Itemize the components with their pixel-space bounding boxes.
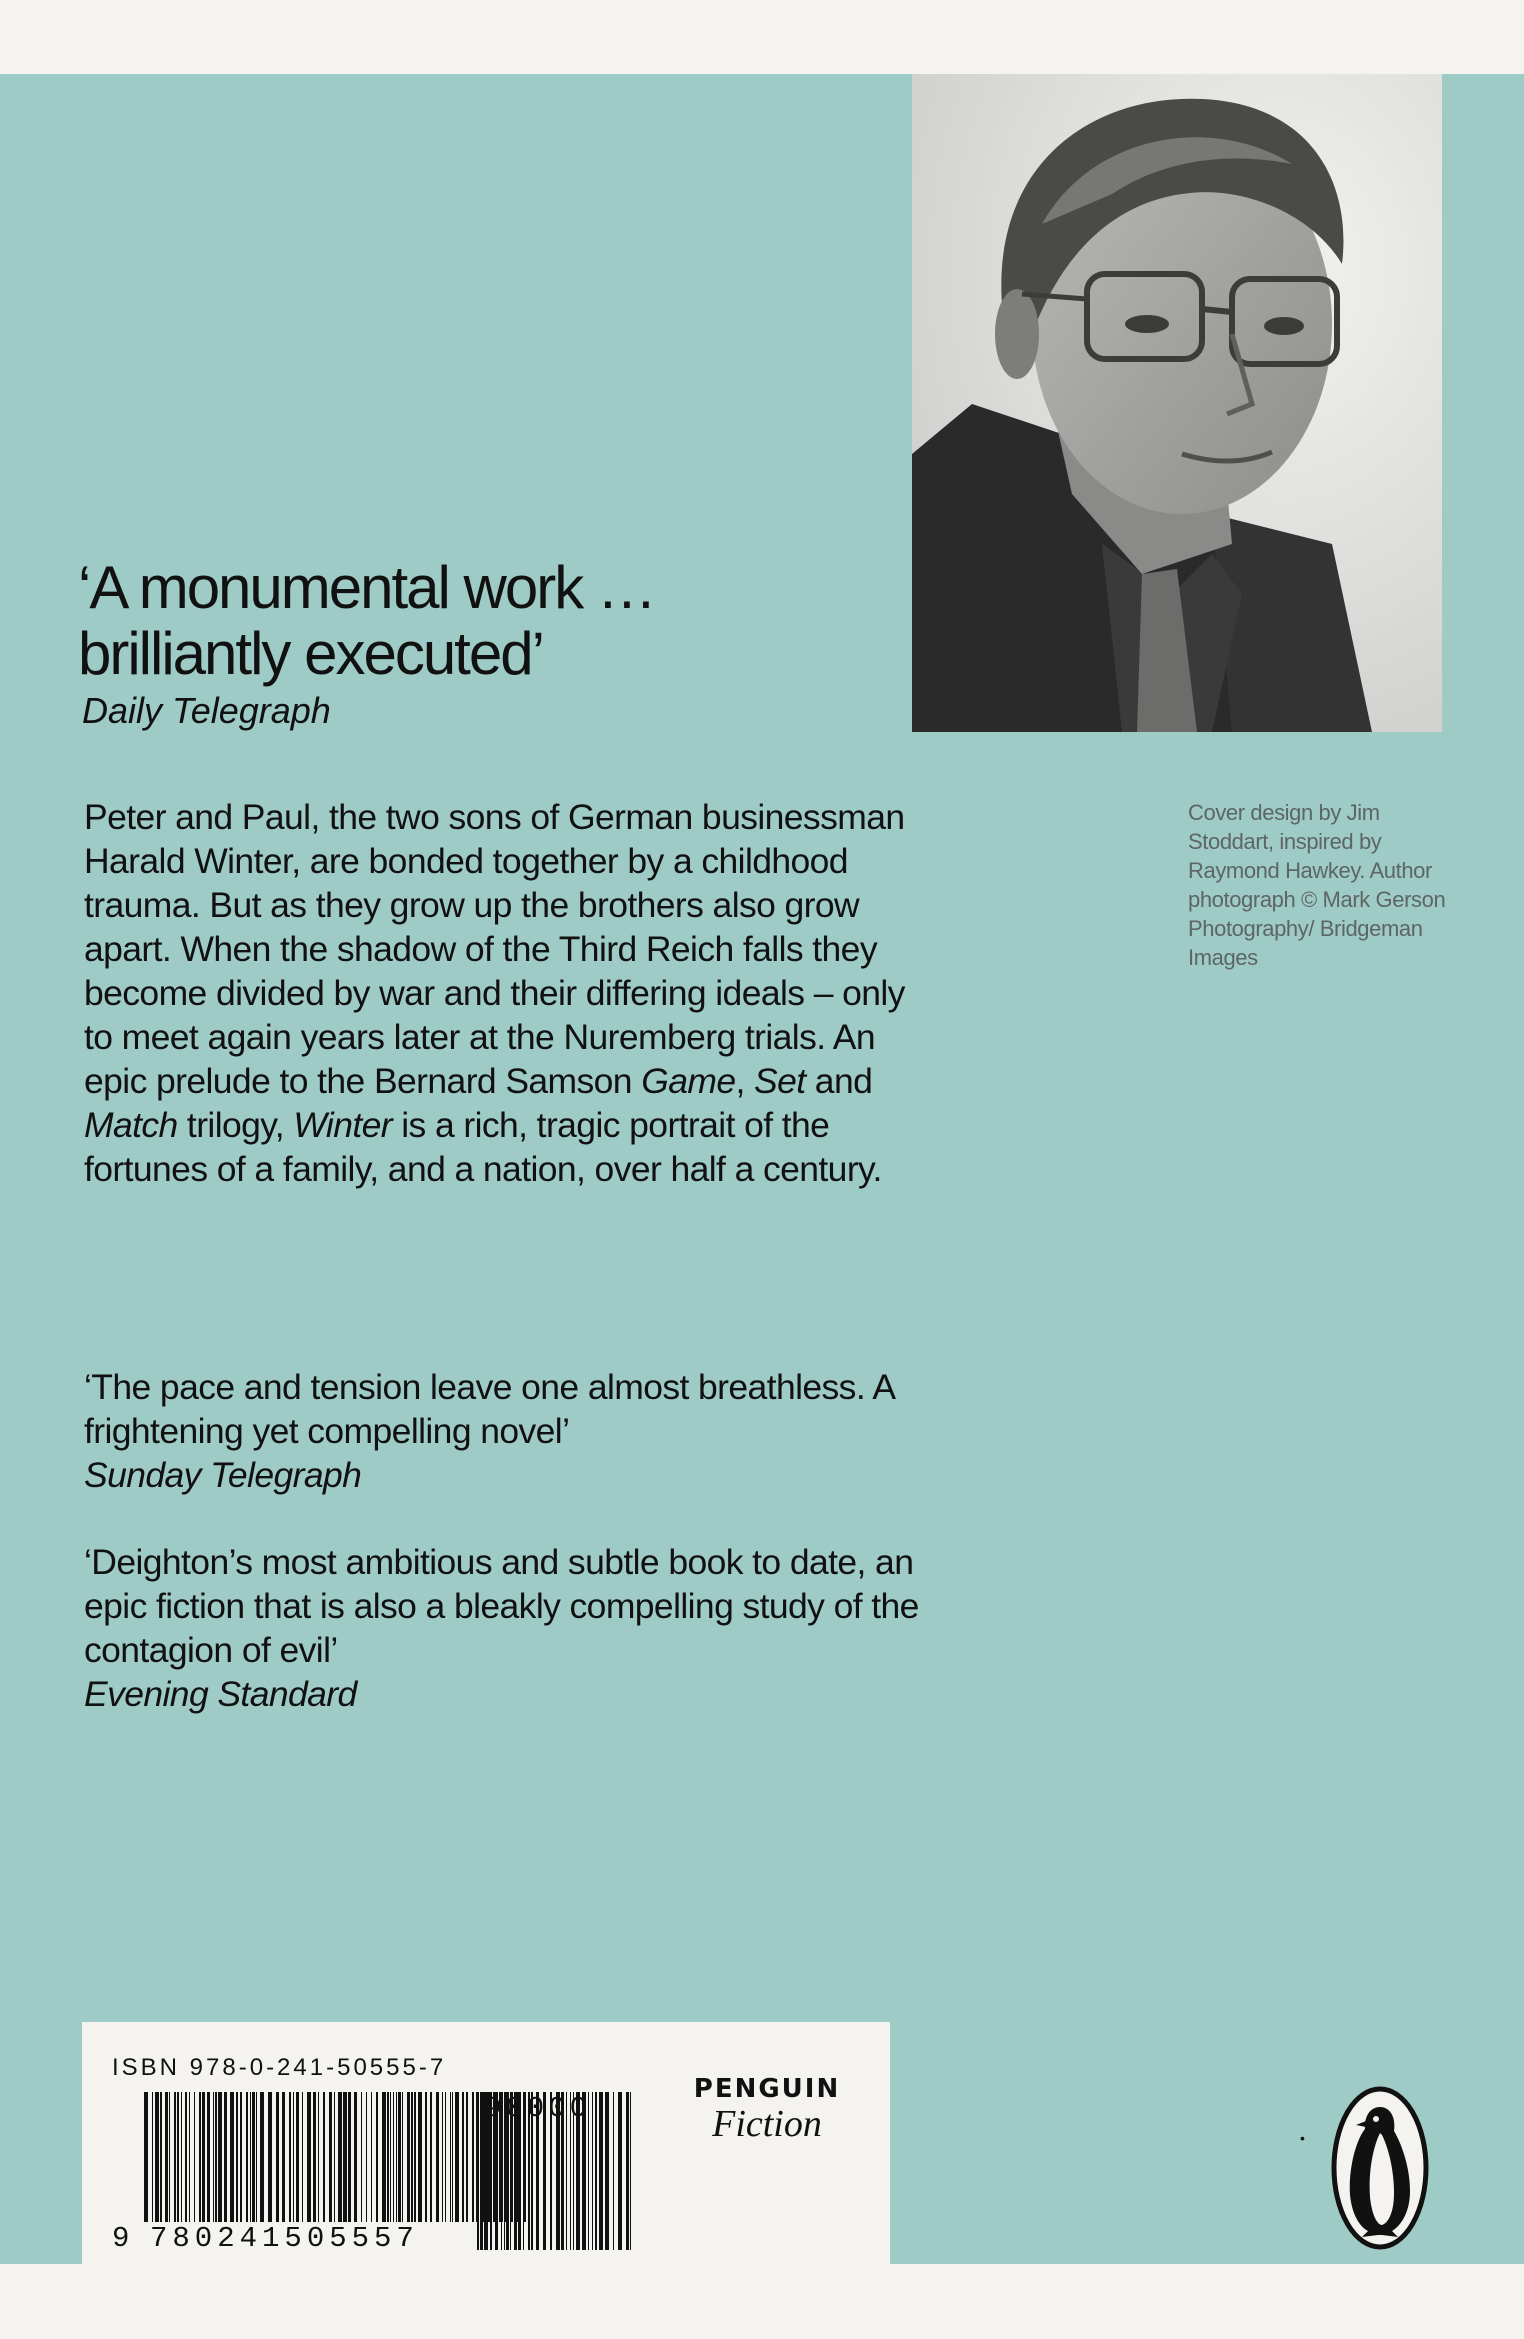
barcode-bar [213, 2092, 214, 2222]
headline-line-1: ‘A monumental work … [78, 554, 655, 621]
barcode-bar [181, 2092, 182, 2222]
barcode-bar [252, 2092, 255, 2222]
synopsis-text-3: is a rich, tragic portrait of the fortunes of a family, and a nation, over half a century. [84, 1105, 882, 1189]
barcode-bar [393, 2092, 394, 2222]
synopsis-text-2: trilogy, [177, 1105, 294, 1145]
barcode-bar [605, 2092, 609, 2250]
synopsis-text-1: Peter and Paul, the two sons of German businessman Harald Winter, are bonded together by a childhood trauma. But as they grow up the brothers also grow apart. When the shadow of the Third Reich falls they become divided by war and their differing ideals – only to meet again years later at the Nuremberg trials. An epic prelude to the Bernard Samson [84, 797, 905, 1101]
barcode-bar [302, 2092, 303, 2222]
barcode-bar [207, 2092, 210, 2222]
barcode-bar [442, 2092, 443, 2222]
barcode-bar [282, 2092, 285, 2222]
barcode-bar [407, 2092, 410, 2222]
review-quote-source: Evening Standard [84, 1674, 357, 1714]
barcode-bar [366, 2092, 367, 2222]
headline-quote [78, 555, 878, 735]
barcode-bar [246, 2092, 248, 2222]
barcode-bar [466, 2092, 468, 2222]
title-set: Set [754, 1061, 806, 1101]
barcode-bar [202, 2092, 205, 2222]
barcode-bar [307, 2092, 311, 2222]
ean-first-digit: 9 [112, 2222, 130, 2255]
barcode-bar [354, 2092, 357, 2222]
barcode-bar [382, 2092, 386, 2222]
barcode-bar [452, 2092, 453, 2222]
barcode-bar [390, 2092, 391, 2222]
synopsis-and: and [805, 1061, 873, 1101]
barcode-bar [361, 2092, 362, 2222]
publisher-imprint [677, 2074, 857, 2144]
barcode-bar [260, 2092, 264, 2222]
headline-source: Daily Telegraph [82, 690, 331, 731]
barcode-bar [250, 2092, 251, 2222]
author-portrait-image [912, 74, 1442, 732]
barcode-bar [318, 2092, 319, 2222]
penguin-logo-icon [1330, 2085, 1430, 2251]
barcode-bar [398, 2092, 401, 2222]
ean-digits: 780241505557 [150, 2222, 419, 2255]
barcode-bar [323, 2092, 325, 2222]
publisher-name: PENGUIN [693, 2074, 841, 2104]
barcode-bar [599, 2092, 603, 2250]
barcode-bar [371, 2092, 372, 2222]
review-quote-text: ‘Deighton’s most ambitious and subtle book to date, an epic fiction that is also a bleakly compelling study of the contagion of evil’ [84, 1542, 919, 1670]
barcode-bar [430, 2092, 432, 2222]
title-match: Match [84, 1105, 178, 1145]
barcode-bar [343, 2092, 347, 2222]
barcode-panel [82, 2022, 890, 2264]
barcode-bar [224, 2092, 227, 2222]
barcode-bar [396, 2092, 397, 2222]
barcode-bar [236, 2092, 238, 2222]
barcode-bar [626, 2092, 629, 2250]
barcode-bar [313, 2092, 316, 2222]
barcode-bar [472, 2092, 474, 2222]
barcode-bar [289, 2092, 291, 2222]
barcode-bar [462, 2092, 464, 2222]
review-quote-source: Sunday Telegraph [84, 1455, 362, 1495]
barcode-bar [414, 2092, 416, 2222]
barcode-bar [174, 2092, 176, 2222]
barcode-bar [450, 2092, 451, 2222]
imprint-name: Fiction [712, 2103, 822, 2145]
barcode-bar [296, 2092, 299, 2222]
barcode-bar [402, 2092, 403, 2222]
barcode-bar [418, 2092, 422, 2222]
barcode-bar [155, 2092, 159, 2222]
barcode-bar [630, 2092, 631, 2250]
barcode-bar [165, 2092, 168, 2222]
barcode-bar [455, 2092, 459, 2222]
review-quote [74, 1365, 934, 1497]
barcode-bar [613, 2092, 614, 2250]
barcode-bar [348, 2092, 351, 2222]
barcode-bar [338, 2092, 342, 2222]
barcode-bar [618, 2092, 622, 2250]
barcode-bar [376, 2092, 378, 2222]
barcode-bar [177, 2092, 179, 2222]
barcode-bar [160, 2092, 162, 2222]
barcode-bar [185, 2092, 187, 2222]
barcode-bar [215, 2092, 217, 2222]
author-photograph [912, 74, 1442, 732]
barcode-bar [425, 2092, 427, 2222]
synopsis-paragraph [84, 795, 914, 1191]
barcode-bar [218, 2092, 222, 2222]
barcode-bar [230, 2092, 234, 2222]
barcode-bar [595, 2092, 597, 2250]
barcode-bar [293, 2092, 294, 2222]
barcode-bar [477, 2092, 479, 2250]
cover-credits: Cover design by Jim Stoddart, inspired by Raymond Hawkey. Author photograph © Mark Gerson Photography/ Bridgeman Images [1188, 800, 1446, 970]
barcode-bar [152, 2092, 153, 2222]
barcode-bar [256, 2092, 257, 2222]
barcode-bar [436, 2092, 439, 2222]
synopsis-comma: , [735, 1061, 755, 1101]
barcode-bar [445, 2092, 446, 2222]
barcode-bar [268, 2092, 272, 2222]
small-mark: • [1300, 2130, 1305, 2146]
ean-barcode [144, 2092, 530, 2222]
isbn-label: ISBN 978-0-241-50555-7 [112, 2054, 447, 2081]
barcode-bar [240, 2092, 242, 2222]
barcode-bar [592, 2092, 593, 2250]
barcode-bar [199, 2092, 201, 2222]
barcode-bar [329, 2092, 332, 2222]
barcode-bar [194, 2092, 195, 2222]
headline-line-2: brilliantly executed’ [78, 620, 543, 687]
title-winter: Winter [293, 1105, 392, 1145]
barcode-bar [276, 2092, 279, 2222]
review-quote [74, 1540, 934, 1716]
barcode-bar [144, 2092, 148, 2222]
review-quote-text: ‘The pace and tension leave one almost breathless. A frightening yet compelling novel’ [84, 1367, 894, 1451]
price-code-digits: 90000 [484, 2092, 592, 2125]
barcode-bar [189, 2092, 190, 2222]
barcode-bar [169, 2092, 170, 2222]
barcode-bar [480, 2092, 483, 2250]
barcode-bar [387, 2092, 389, 2222]
barcode-bar [411, 2092, 413, 2222]
title-game: Game [641, 1061, 736, 1101]
barcode-bar [334, 2092, 335, 2222]
